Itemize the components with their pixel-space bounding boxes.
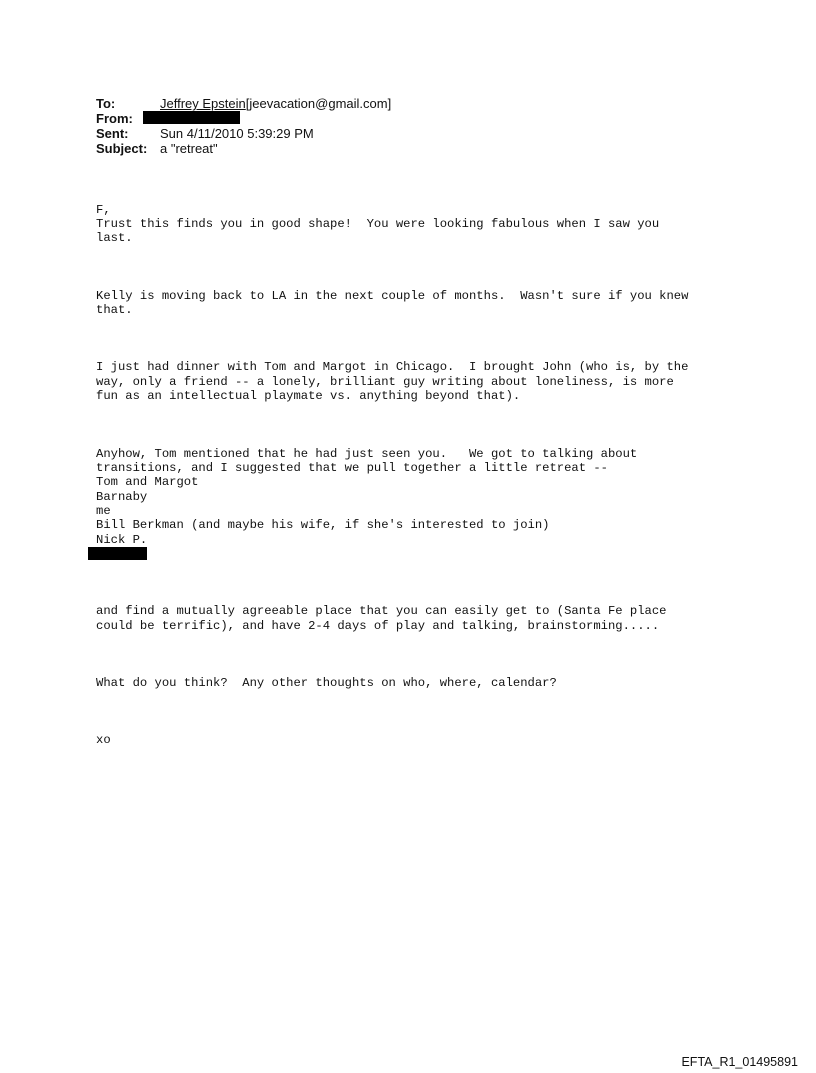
email-header: [96, 96, 391, 156]
redaction-box-from: [143, 111, 240, 124]
subject-value: a "retreat": [160, 141, 218, 156]
from-label: From:: [96, 111, 133, 126]
subject-label: Subject:: [96, 141, 148, 156]
body-paragraph-kelly: Kelly is moving back to LA in the next couple of months. Wasn't sure if you knew that.: [96, 288, 689, 318]
to-name: Jeffrey Epstein: [160, 96, 246, 111]
body-paragraph-greeting: F, Trust this finds you in good shape! You were looking fabulous when I saw you last.: [96, 202, 660, 246]
redaction-box-signature: [88, 547, 147, 560]
body-paragraph-place: and find a mutually agreeable place that you can easily get to (Santa Fe place could be terrific), and have 2-4 days of play and talking, brainstorming.....: [96, 604, 667, 633]
to-row: [96, 96, 391, 111]
document-id: EFTA_R1_01495891: [681, 1055, 798, 1069]
to-value: [160, 96, 391, 111]
body-paragraph-question: What do you think? Any other thoughts on who, where, calendar?: [96, 676, 557, 691]
to-email: [jeevacation@gmail.com]: [245, 96, 392, 111]
sent-row: [96, 126, 391, 141]
body-paragraph-retreat: Anyhow, Tom mentioned that he had just seen you. We got to talking about transitions, and I suggested that we pull together a little retreat -- Tom and Margot Barnaby me Bill Berkman (and maybe his wife, if she's interested to join) Nick P.: [96, 446, 638, 547]
to-label: To:: [96, 96, 116, 111]
body-paragraph-dinner: I just had dinner with Tom and Margot in Chicago. I brought John (who is, by the way, only a friend -- a lonely, brilliant guy writing about loneliness, is more fun as an intellectual playmate vs. anything beyond that).: [96, 360, 689, 404]
email-body: [96, 174, 688, 776]
body-signoff: xo: [96, 733, 111, 748]
sent-value: Sun 4/11/2010 5:39:29 PM: [160, 126, 314, 141]
from-row: [96, 111, 391, 126]
subject-row: [96, 141, 391, 156]
sent-label: Sent:: [96, 126, 129, 141]
